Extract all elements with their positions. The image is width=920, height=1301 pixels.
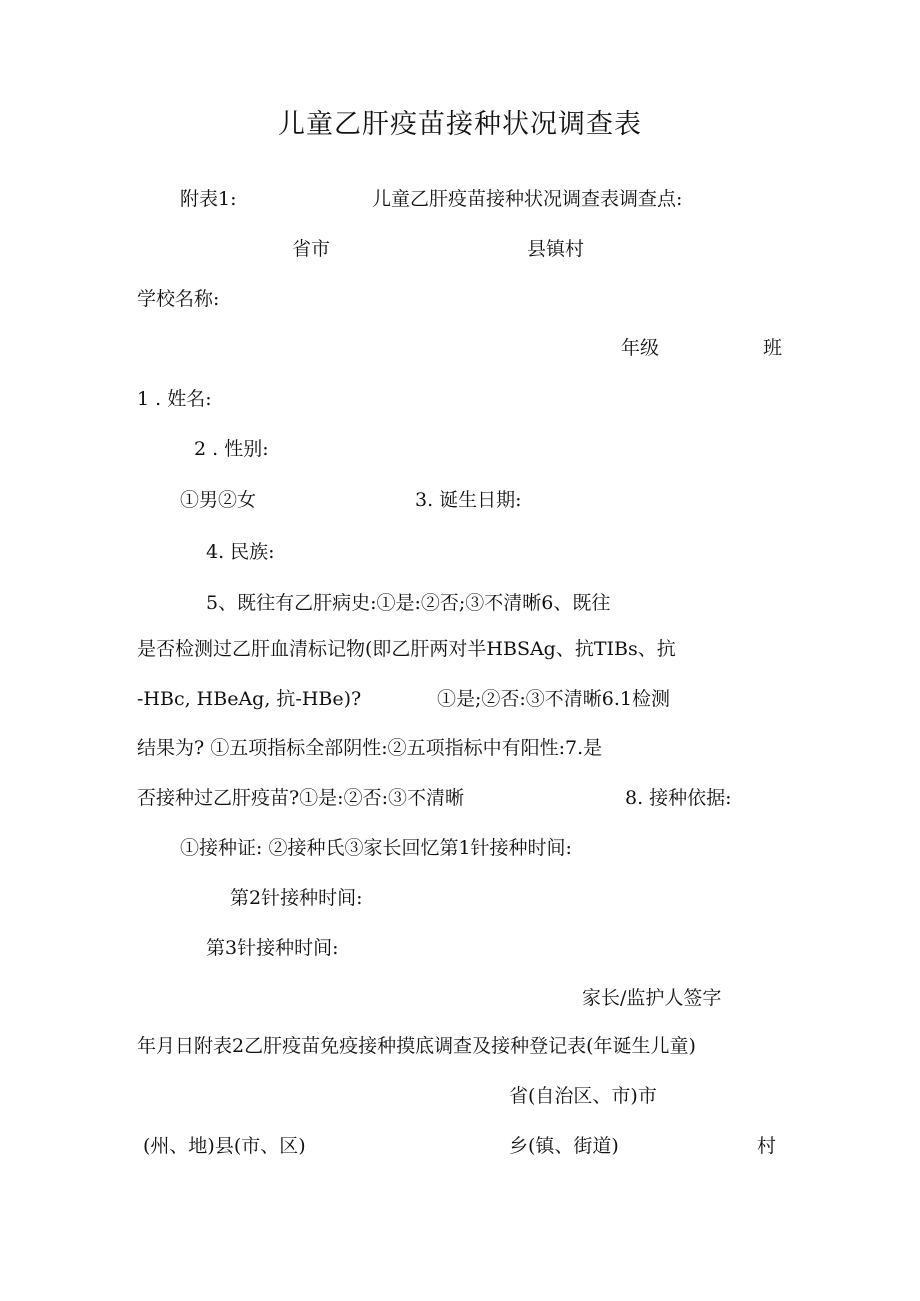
- question-vaccinated: 否接种过乙肝疫苗?①是:②否:③不清晰: [137, 787, 464, 809]
- region-province: 省(自治区、市)市: [509, 1085, 657, 1107]
- school-name-label: 学校名称:: [137, 288, 220, 310]
- guardian-signature: 家长/监护人签字: [582, 987, 722, 1009]
- grade-label: 年级: [621, 337, 660, 359]
- region-prefecture-county: (州、地)县(市、区): [143, 1135, 306, 1157]
- dose3-time: 第3针接种时间:: [206, 937, 339, 959]
- appendix2-heading: 年月日附表2乙肝疫苗免疫接种摸底调查及接种登记表(年诞生儿童): [137, 1035, 696, 1057]
- page-title: 儿童乙肝疫苗接种状况调查表: [278, 109, 642, 140]
- dose2-time: 第2针接种时间:: [230, 887, 363, 909]
- question-basis: 8. 接种依据:: [625, 787, 732, 809]
- location-county-town-village: 县镇村: [527, 238, 585, 260]
- question-history-line1: 5、既往有乙肝病史:①是:②否;③不清晰6、既往: [206, 592, 611, 614]
- appendix1-label: 附表1:: [180, 188, 237, 210]
- gender-options: ①男②女: [180, 489, 257, 511]
- question-gender: 2 . 性别:: [194, 438, 269, 460]
- location-province-city: 省市: [292, 238, 331, 260]
- appendix1-heading: 儿童乙肝疫苗接种状况调查表调查点:: [372, 188, 683, 210]
- class-label: 班: [763, 337, 783, 359]
- question-result-line4: 结果为? ①五项指标全部阴性:②五项指标中有阳性:7.是: [137, 737, 603, 759]
- region-township: 乡(镇、街道): [509, 1135, 619, 1157]
- basis-options: ①接种证: ②接种氏③家长回忆第1针接种时间:: [180, 837, 572, 859]
- region-village: 村: [757, 1135, 777, 1157]
- question-test-line2: 是否检测过乙肝血清标记物(即乙肝两对半HBSAg、抗TIBs、抗: [137, 638, 676, 660]
- question-ethnicity: 4. 民族:: [206, 541, 275, 563]
- question-name: 1 . 姓名:: [137, 388, 212, 410]
- question-test-line3b: ①是;②否:③不清晰6.1检测: [437, 688, 671, 710]
- question-birth-date: 3. 诞生日期:: [415, 489, 522, 511]
- question-test-line3a: -HBc, HBeAg, 抗-HBe)?: [137, 688, 362, 710]
